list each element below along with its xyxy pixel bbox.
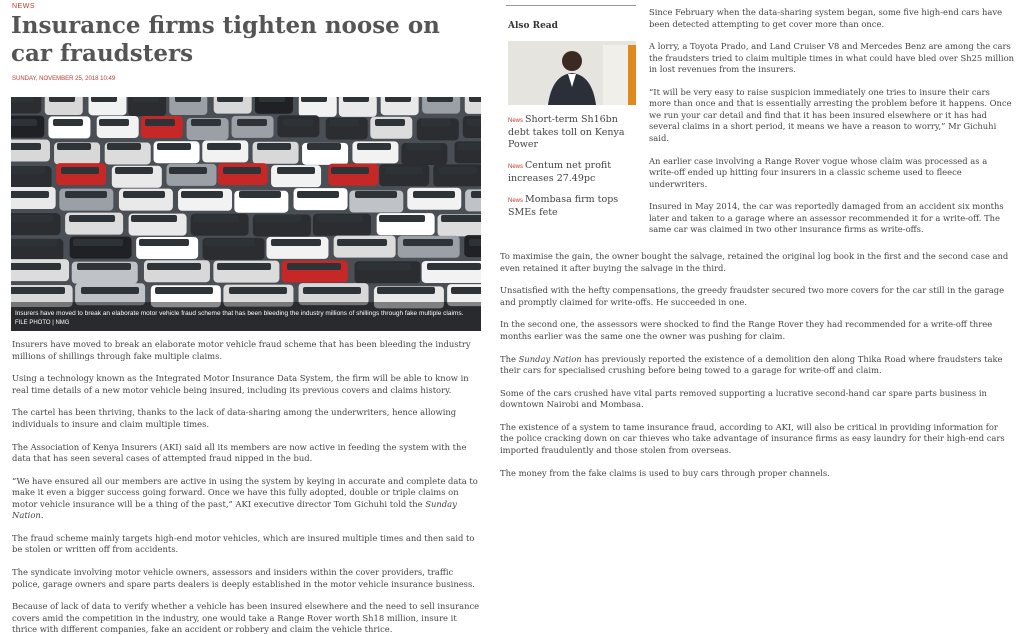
also-read-title[interactable]: Centum net profit increases 27.49pc (508, 160, 612, 184)
paragraph-text: Unsatisfied with the hefty compensations, the greedy fraudster secured two more covers for the car still in the garage and promptly claimed for write-offs. He succeeded in one. (500, 285, 1005, 307)
also-read-title[interactable]: Mombasa firm tops SMEs fete (508, 194, 619, 218)
paragraph-text: The fraud scheme mainly targets high-end motor vehicles, which are insured multiple times and then said to be stolen or written off from accidents. (12, 532, 475, 555)
article-paragraph (649, 41, 1014, 76)
article-paragraph (500, 285, 1010, 308)
paragraph-text: “It will be very easy to raise suspicion immediately one tries to insure their cars more than once and that is essentially arresting the problem before it happens. Once we run your car detail and find that it has been insured elsewhere or it has had several claims in a short period, it means we have a reason to worry,” Mr Gichuhi said. (649, 86, 1012, 143)
paragraph-text: The money from the fake claims is used to buy cars through proper channels. (500, 467, 830, 478)
also-read-item[interactable] (508, 114, 636, 151)
paragraph-text: To maximise the gain, the owner bought the salvage, retained the original log book in the first and the second case and even retained it after buying the salvage in the third. (500, 251, 1009, 273)
paragraph-text: has previously reported the existence of a demolition den along Thika Road where fraudsters take their cars for specialised crushing before being towed to a garage for write-off and claim. (500, 353, 1003, 376)
article-paragraph (500, 354, 1010, 377)
section-tag[interactable]: NEWS (12, 3, 35, 10)
paragraph-text: Insurers have moved to break an elaborate motor vehicle fraud scheme that has been bleeding the industry millions of shillings through fake multiple claims. (12, 339, 471, 361)
paragraph-text: An earlier case involving a Range Rover vogue whose claim was processed as a write-off ended up hitting four insurers in a classic scheme used to fleece underwriters. (649, 155, 988, 189)
paragraph-text: The Association of Kenya Insurers (AKI) said all its members are now active in feeding the system with the data that has seen several cases of attempted fraud nipped in the bud. (12, 441, 467, 464)
article-paragraph (500, 319, 1010, 342)
paragraph-text: In the second one, the assessors were shocked to find the Range Rover they had recommended for a write-off three months earlier was the same one the owner was pushing for claim. (500, 319, 993, 341)
photo-credit: FILE PHOTO | NMG (15, 320, 70, 326)
article-photo (11, 97, 481, 331)
article-paragraph (12, 533, 482, 556)
paragraph-text: Because of lack of data to verify whether a vehicle has been insured elsewhere and the need to sell insurance covers amid the competition in the industry, one would take a Range Rover worth Sh18 million, insure it thrice with different companies, fake an accident or robbery and claim the vehicle thrice. (12, 601, 480, 635)
paragraph-text: “We have ensured all our members are active in using the system by keying in accurate and complete data to make it even a bigger success going forward. Once we have this fully adopted, double or triple claims on motor vehicle insurance will be a thing of the past,” AKI executive director Tom Gichuhi told the (12, 475, 478, 509)
article-paragraph (649, 87, 1014, 145)
article-main-column (0, 0, 490, 635)
paragraph-text: Insured in May 2014, the car was reportedly damaged from an accident six months later and taken to a garage where an assessor recommended it for a write-off. The same car was claimed in two other insurance firms as write-offs. (649, 201, 1004, 235)
article-paragraph (12, 442, 482, 465)
article-headline: Insurance firms tighten noose on car fraudsters (11, 12, 440, 67)
article-dateline: SUNDAY, NOVEMBER 25, 2018 10:49 (12, 76, 116, 82)
also-read-thumbnail[interactable] (508, 41, 636, 105)
also-read-tag: News (508, 198, 524, 204)
also-read-heading: Also Read (508, 21, 558, 31)
article-body-right-bottom (500, 251, 1010, 490)
article-paragraph (649, 7, 1014, 30)
also-read-item[interactable] (508, 194, 636, 219)
also-read-tag: News (508, 118, 524, 124)
article-paragraph (12, 476, 482, 522)
article-paragraph (12, 601, 482, 635)
also-read-item[interactable] (508, 160, 636, 185)
article-paragraph (500, 468, 1010, 480)
paragraph-text: The existence of a system to tame insurance fraud, according to AKI, will also be critical in providing information for the police cracking down on car thieves who take advantage of insurance firms as easy laundry for their high-end cars imported fraudulently and those stolen from overseas. (500, 421, 1005, 455)
publication-name: Sunday Nation (518, 353, 582, 364)
paragraph-text: Since February when the data-sharing system began, some five high-end cars have been detected attempting to get cover more than once. (649, 7, 1003, 29)
article-right-column (494, 0, 1024, 635)
article-paragraph (12, 567, 482, 590)
paragraph-text: Using a technology known as the Integrated Motor Insurance Data System, the firm will be able to know in real time details of a new motor vehicle being insured, including its previous covers and claims history. (12, 373, 469, 395)
sidebar-divider (506, 5, 636, 6)
paragraph-text: The (500, 353, 519, 364)
article-paragraph (649, 201, 1014, 236)
article-paragraph (500, 422, 1010, 457)
paragraph-text: A lorry, a Toyota Prado, and Land Cruiser V8 and Mercedes Benz are among the cars the fraudsters tried to claim multiple times in what could have bled over Sh25 million in lost revenues from the insurers. (649, 41, 1015, 75)
article-paragraph (500, 388, 1010, 411)
paragraph-text: Some of the cars crushed have vital parts removed supporting a lucrative second-hand car spare parts business in downtown Nairobi and Mombasa. (500, 387, 987, 410)
car-yard-illustration (11, 97, 481, 331)
photo-caption: Insurers have moved to break an elaborate motor vehicle fraud scheme that has been bleeding the industry millions of shillings through fake multiple claims. (15, 310, 464, 317)
article-paragraph (12, 339, 482, 362)
article-paragraph (12, 407, 482, 430)
paragraph-text: The syndicate involving motor vehicle owners, assessors and insiders within the cover providers, traffic police, garage owners and spare parts dealers is deeply established in the motor vehicle insurance business. (12, 567, 475, 589)
publication-name: Sunday Nation (12, 498, 457, 521)
also-read-title[interactable]: Short-term Sh16bn debt takes toll on Kenya Power (508, 114, 625, 150)
article-paragraph (12, 373, 482, 396)
paragraph-text: . (40, 510, 44, 521)
article-body-left (12, 339, 482, 635)
paragraph-text: The cartel has been thriving, thanks to the lack of data-sharing among the underwriters, hence allowing individuals to insure and claim multiple times. (12, 407, 457, 429)
also-read-tag: News (508, 164, 524, 170)
article-paragraph (500, 251, 1010, 274)
article-paragraph (649, 156, 1014, 191)
article-body-right-top (649, 7, 1014, 247)
person-photo-icon (508, 41, 636, 105)
